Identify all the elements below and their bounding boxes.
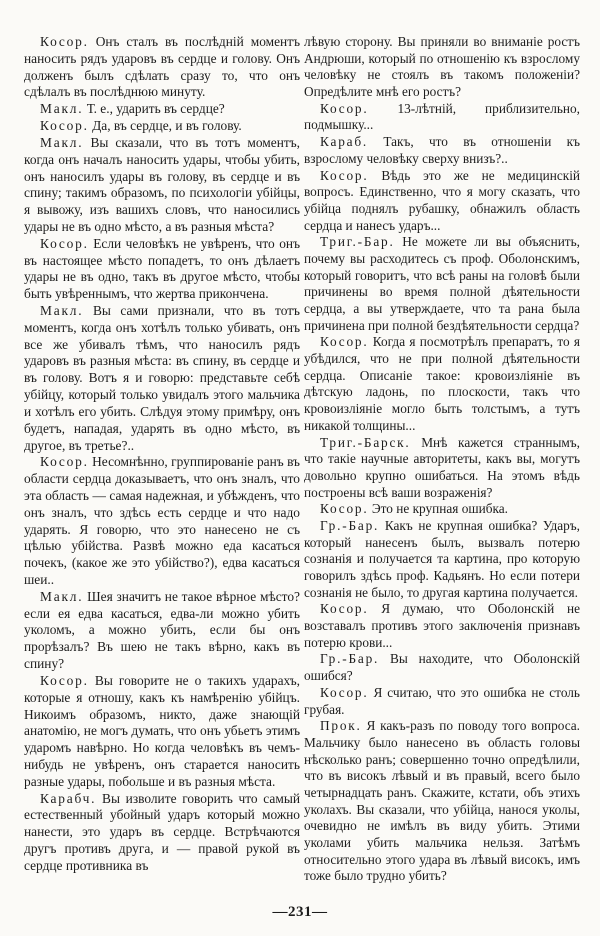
page-number: —231—: [272, 904, 328, 920]
speech-text: Мнѣ кажется страннымъ, что такіе научные авторитеты, какъ вы, могутъ довольно крупно ошибаться. На этомъ вѣдь построены всѣ ваши возраженія?: [304, 434, 580, 500]
speaker-name: Прок.: [320, 718, 362, 734]
speaker-name: Гр.-Бар.: [320, 517, 380, 533]
speech-text: Не можете ли вы объяснить, почему вы расходитесь съ проф. Оболонскимъ, который говоритъ, что всѣ раны на головѣ были причинены во время полной дѣятельности сердца, а вы утверждаете, что та рана была причинена при полной бездѣятельности сердца?: [304, 234, 581, 333]
speech-text: лѣвую сторону. Вы приняли во вниманіе ростъ Андрюши, который по отношенію къ взрослому человѣку не стоялъ въ такомъ положеніи? Опредѣлите мнѣ его ростъ?: [304, 34, 580, 100]
dialogue-paragraph: [24, 589, 300, 673]
speech-text: Вы сами признали, что въ тотъ моментъ, когда онъ хотѣлъ только убивать, онъ все же убивалъ тѣмъ, что наносилъ рядъ ударовъ въ разныя мѣста: въ спину, въ сердце и въ голову. Вотъ я и говорю: представьте себѣ убійцу, который только увидалъ этого мальчика и хотѣлъ его убить. Слѣдуя этому примѣру, онъ будетъ, нападая, ударять въ одно мѣсто, въ другое, въ третье?..: [24, 303, 300, 453]
speaker-name: Косор.: [40, 34, 89, 49]
dialogue-paragraph: [304, 501, 580, 518]
speaker-name: Косор.: [40, 672, 89, 688]
speaker-name: Косор.: [320, 684, 369, 700]
speaker-name: Макл.: [40, 101, 84, 117]
speaker-name: Макл.: [40, 588, 84, 604]
speech-text: Это не крупная ошибка.: [371, 501, 508, 517]
left-column: [24, 34, 300, 875]
dialogue-paragraph: [304, 134, 580, 167]
speaker-name: Караб.: [320, 134, 369, 150]
dialogue-paragraph: [24, 118, 300, 135]
speech-text: Т. е., ударить въ сердце?: [86, 101, 225, 117]
speaker-name: Триг.-Бар.: [320, 234, 395, 250]
speech-text: Вы сказали, что въ тотъ моментъ, когда онъ началъ наносить удары, чтобы убить, онъ наносилъ удары въ голову, въ сердце и въ спину; такимъ образомъ, по психологіи убійцы, я вывожу, изъ вашихъ словъ, что наносились удары не въ одно мѣсто, а въ разныя мѣста?: [24, 134, 300, 234]
dialogue-paragraph: [304, 34, 580, 101]
speaker-name: Карабч.: [40, 790, 97, 806]
speech-text: Вы находите, что Оболонскій ошибся?: [304, 651, 580, 684]
speech-text: Вы говорите не о такихъ ударахъ, которые я отношу, какъ къ намѣренію убійцъ. Никоимъ образомъ, никто, даже знающій анатомію, не могъ думать, что онъ убьетъ этимъ ударомъ навѣрно. Но когда человѣкъ въ чемъ-нибудь не увѣренъ, онъ старается наносить разные удары, побольше и въ разныя мѣста.: [24, 672, 300, 789]
dialogue-paragraph: [24, 101, 300, 118]
dialogue-paragraph: [24, 135, 300, 236]
speech-text: Вы изволите говорить что самый естественный убойный ударъ который можно нанести, это ударъ въ сердце. Встрѣчаются другъ противъ друга, и — правой рукой въ сердце противника въ: [24, 790, 300, 873]
speech-text: Я какъ-разъ по поводу того вопроса. Мальчику было нанесено въ область головы нѣсколько ранъ; совершенно точно опредѣлили, что въ високъ лѣвый и въ правый, всего было четырнадцать ранъ. Скажите, кстати, объ этихъ уколахъ. Вы сказали, что убійца, нанося уколы, очевидно не имѣлъ въ виду убить. Этими уколами убить мальчика нельзя. Затѣмъ относительно этого удара въ лѣвый високъ, имъ тоже было трудно убить?: [304, 718, 581, 884]
speech-text: Какъ не крупная ошибка? Ударъ, который нанесенъ былъ, вызвалъ потерю сознанія и получается та картина, про которую говорилъ здѣсь проф. Кадьянъ. Но если потери сознанія не было, то другая картина получается.: [304, 517, 580, 600]
speech-text: Онъ сталъ въ послѣдній моментъ наносить рядъ ударовъ въ сердце и голову. Онъ долженъ былъ сдѣлать сразу то, что онъ сдѣлалъ въ послѣднюю минуту.: [24, 34, 300, 100]
dialogue-paragraph: [304, 601, 580, 651]
speech-text: Вѣдь это же не медицинскій вопросъ. Единственно, что я могу сказать, что убійца поднялъ рубашку, обнажилъ область сердца и нанесъ ударъ...: [304, 167, 580, 233]
speaker-name: Косор.: [320, 100, 369, 116]
dialogue-paragraph: [24, 791, 300, 875]
dialogue-paragraph: [304, 435, 580, 502]
speech-text: Если человѣкъ не увѣренъ, что онъ въ настоящее мѣсто попадетъ, то онъ дѣлаетъ удары не въ одно, такъ въ другое мѣсто, чтобы быть увѣреннымъ, что жертва прикончена.: [24, 235, 300, 302]
dialogue-paragraph: [24, 454, 300, 589]
speaker-name: Косор.: [40, 454, 89, 470]
dialogue-paragraph: [304, 651, 580, 684]
dialogue-paragraph: [304, 168, 580, 235]
dialogue-paragraph: [24, 673, 300, 791]
speech-text: Да, въ сердце, и въ голову.: [92, 118, 242, 134]
speaker-name: Триг.-Барск.: [320, 434, 411, 450]
right-column: [304, 34, 580, 885]
dialogue-paragraph: [24, 236, 300, 303]
speaker-name: Косор.: [320, 601, 369, 617]
speaker-name: Косор.: [40, 235, 89, 251]
speech-text: Несомнѣнно, группированіе ранъ въ области сердца доказываетъ, что онъ зналъ, что эта область — самая надежная, и убѣжденъ, что онъ зналъ, что здѣсь есть сердце и что надо ударять. Я говорю, что это нанесено не съ цѣлью убійства. Развѣ можно еда касаться почекъ, (какое же это убійство?), едва касаться шеи..: [24, 454, 300, 587]
dialogue-paragraph: [304, 334, 580, 434]
dialogue-paragraph: [304, 685, 580, 718]
speech-text: Шея значитъ не такое вѣрное мѣсто? если ея едва касаться, едва-ли можно убить уколомъ, а можно убить, если бы онъ прорѣзалъ? Въ шею не такъ вѣрно, какъ въ спину?: [24, 588, 300, 672]
speaker-name: Макл.: [40, 134, 84, 150]
speaker-name: Гр.-Бар.: [320, 651, 380, 667]
dialogue-paragraph: [304, 718, 580, 885]
dialogue-paragraph: [304, 101, 580, 134]
speaker-name: Косор.: [40, 118, 89, 134]
speech-text: Я думаю, что Оболонскій не возставалъ противъ этого заключенія признавъ потерю крови...: [304, 601, 580, 650]
dialogue-paragraph: [24, 303, 300, 454]
dialogue-paragraph: [24, 34, 300, 101]
dialogue-paragraph: [304, 234, 580, 334]
speaker-name: Косор.: [320, 501, 369, 517]
speech-text: 13-лѣтній, приблизительно, подмышку...: [304, 100, 580, 133]
speaker-name: Косор.: [320, 334, 369, 350]
speech-text: Я считаю, что это ошибка не столь грубая.: [304, 684, 580, 717]
speech-text: Когда я посмотрѣлъ препаратъ, то я убѣдился, что не при полной дѣятельности сердца. Описаніе такое: кровоизліяніе въ дѣтскую ладонь, по плоскости, такъ что кровоизліяніе могло быть толстымъ, а тутъ никакой толщины...: [304, 334, 581, 433]
dialogue-paragraph: [304, 518, 580, 601]
speaker-name: Косор.: [320, 167, 369, 183]
speech-text: Такъ, что въ отношеніи къ взрослому человѣку сверху внизъ?..: [304, 134, 580, 166]
column-gutter: [293, 40, 294, 900]
speaker-name: Макл.: [40, 303, 84, 318]
